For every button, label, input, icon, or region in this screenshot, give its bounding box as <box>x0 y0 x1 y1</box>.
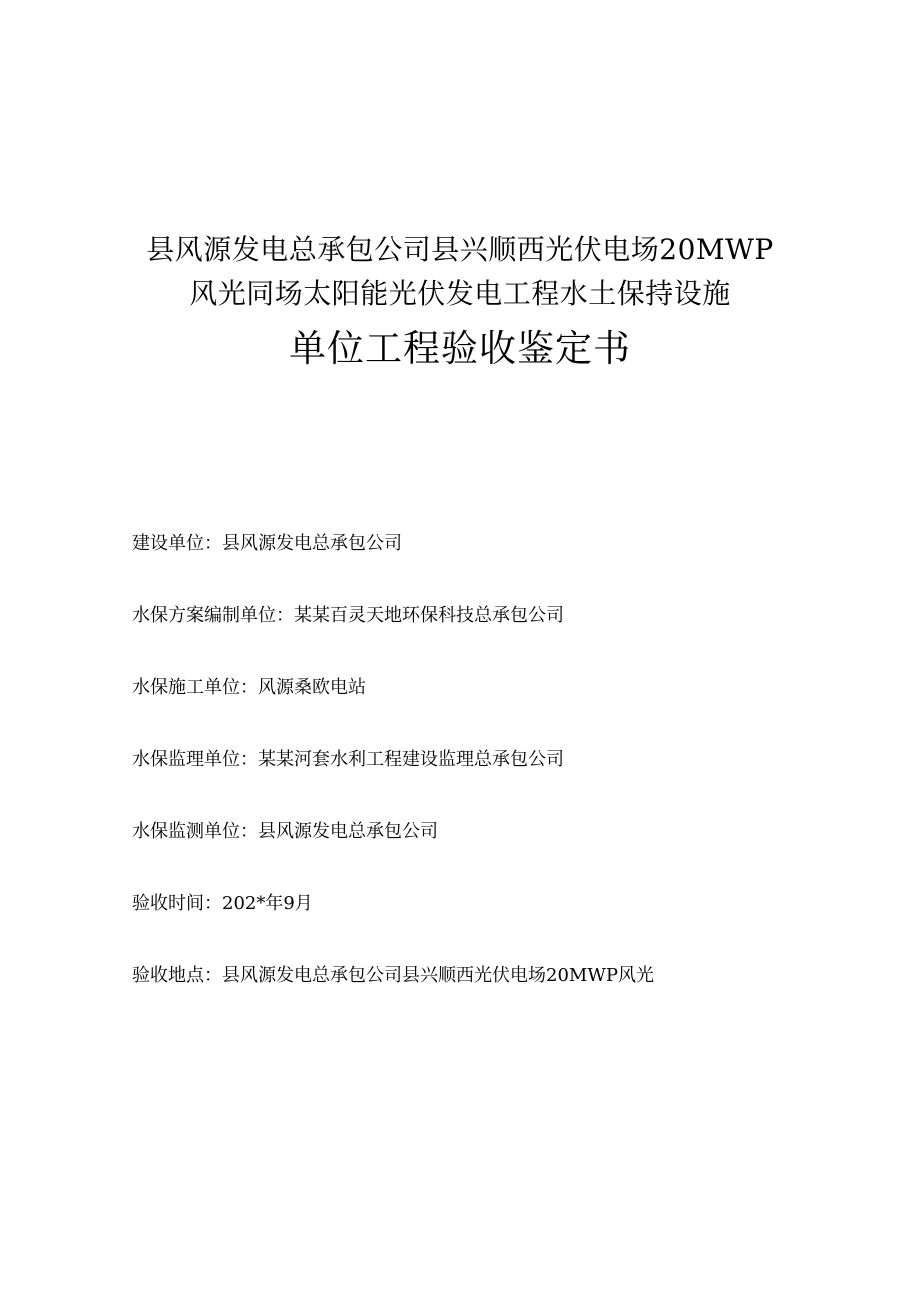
info-row-acceptance-location <box>132 964 654 988</box>
info-label: 验收时间： <box>132 893 222 914</box>
info-row-acceptance-time <box>132 892 313 916</box>
info-row-construction-contractor <box>132 676 366 700</box>
info-label: 水保监理单位： <box>132 749 258 770</box>
document-title-line-1: 县风源发电总承包公司县兴顺西光伏电场20MWP <box>146 233 774 266</box>
document-main-title: 单位工程验收鉴定书 <box>289 327 631 370</box>
info-label: 水保监测单位： <box>132 821 258 842</box>
info-value: 县风源发电总承包公司 <box>222 533 402 554</box>
info-value: 某某百灵天地环保科技总承包公司 <box>294 605 564 626</box>
info-value: 某某河套水利工程建设监理总承包公司 <box>258 749 564 770</box>
info-row-construction-unit <box>132 532 402 556</box>
info-label: 建设单位： <box>132 533 222 554</box>
info-label: 验收地点： <box>132 965 222 986</box>
info-row-monitoring-unit <box>132 820 438 844</box>
info-value: 县风源发电总承包公司县兴顺西光伏电场20MWP风光 <box>222 965 654 986</box>
info-value: 县风源发电总承包公司 <box>258 821 438 842</box>
info-label: 水保方案编制单位： <box>132 605 294 626</box>
info-value: 风源桑欧电站 <box>258 677 366 698</box>
document-title-line-2: 风光同场太阳能光伏发电工程水土保持设施 <box>189 277 731 310</box>
info-label: 水保施工单位： <box>132 677 258 698</box>
info-row-plan-compiler <box>132 604 564 628</box>
info-value: 202*年9月 <box>222 893 313 914</box>
info-row-supervision-unit <box>132 748 564 772</box>
